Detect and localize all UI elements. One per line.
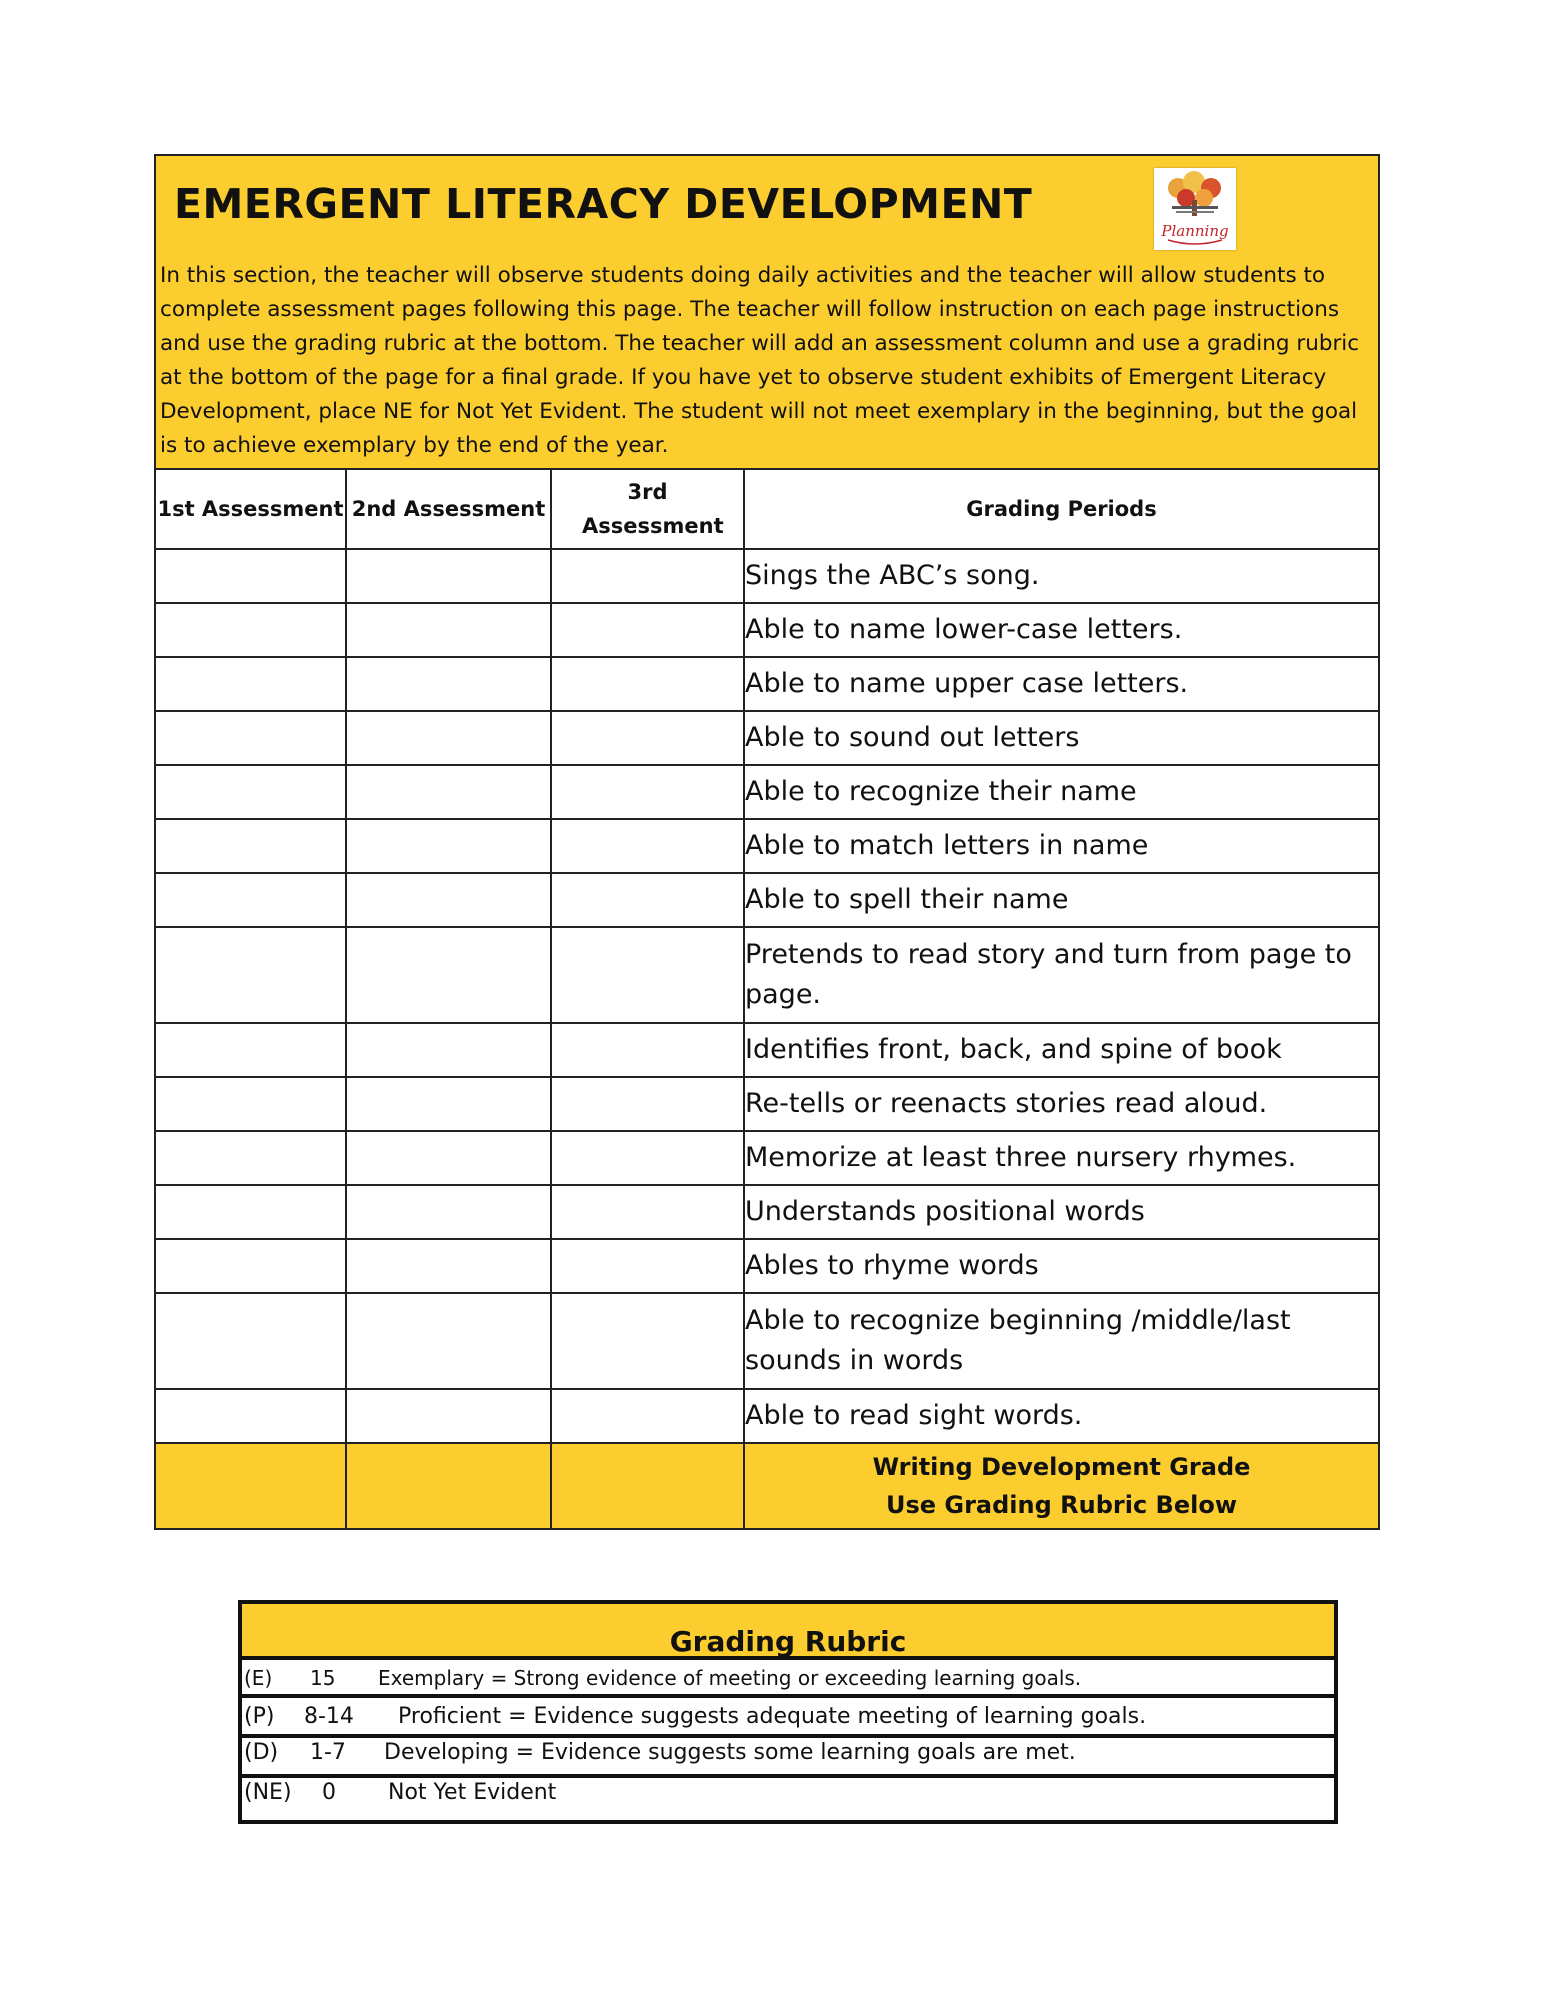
rubric-title: Grading Rubric xyxy=(242,1604,1334,1660)
assessment-1-cell[interactable] xyxy=(156,927,346,1023)
footer-line-1: Writing Development Grade xyxy=(872,1453,1251,1481)
rubric-desc: Proficient = Evidence suggests adequate meeting of learning goals. xyxy=(398,1704,1147,1729)
assessment-1-cell[interactable] xyxy=(156,603,346,657)
assessment-2-cell[interactable] xyxy=(346,549,551,603)
table-row xyxy=(156,549,1378,603)
rubric-score: 1-7 xyxy=(310,1740,346,1765)
col-grading-periods: Grading Periods xyxy=(744,470,1378,549)
assessment-1-cell[interactable] xyxy=(156,711,346,765)
col-2nd-assessment: 2nd Assessment xyxy=(346,470,551,549)
skill-label: Understands positional words xyxy=(744,1185,1378,1239)
assessment-1-cell[interactable] xyxy=(156,1239,346,1293)
assessment-2-cell[interactable] xyxy=(346,1185,551,1239)
assessment-2-cell[interactable] xyxy=(346,1293,551,1389)
rubric-row xyxy=(242,1778,1334,1816)
assessment-2-cell[interactable] xyxy=(346,765,551,819)
assessment-1-cell[interactable] xyxy=(156,657,346,711)
skill-label: Able to recognize beginning /middle/last sounds in words xyxy=(744,1293,1378,1389)
rubric-desc: Exemplary = Strong evidence of meeting or exceeding learning goals. xyxy=(378,1666,1082,1690)
svg-text:Planning: Planning xyxy=(1161,222,1229,240)
skill-label: Pretends to read story and turn from page to page. xyxy=(744,927,1378,1023)
assessment-3-cell[interactable] xyxy=(551,819,744,873)
table-row xyxy=(156,819,1378,873)
page-title: EMERGENT LITERACY DEVELOPMENT xyxy=(174,180,1033,228)
assessment-1-cell[interactable] xyxy=(156,873,346,927)
assessment-2-cell[interactable] xyxy=(346,1023,551,1077)
table-row xyxy=(156,603,1378,657)
table-row xyxy=(156,1077,1378,1131)
skill-label: Re-tells or reenacts stories read aloud. xyxy=(744,1077,1378,1131)
table-row xyxy=(156,1023,1378,1077)
assessment-3-cell[interactable] xyxy=(551,873,744,927)
assessment-3-cell[interactable] xyxy=(551,603,744,657)
assessment-3-cell[interactable] xyxy=(551,1239,744,1293)
assessment-2-cell[interactable] xyxy=(346,927,551,1023)
footer-label xyxy=(744,1443,1378,1528)
rubric-desc: Not Yet Evident xyxy=(388,1780,557,1805)
skill-label: Able to recognize their name xyxy=(744,765,1378,819)
assessment-1-cell[interactable] xyxy=(156,1389,346,1443)
intro-paragraph: In this section, the teacher will observe students doing daily activities and the teacher will allow students to complete assessment pages following this page. The teacher will follow instruction on each page instructions and use the grading rubric at the bottom. The teacher will add an assessment column and use a grading rubric at the bottom of the page for a final grade. If you have yet to observe student exhibits of Emergent Literacy Development, place NE for Not Yet Evident. The student will not meet exemplary in the beginning, but the goal is to achieve exemplary by the end of the year. xyxy=(160,263,1360,458)
assessment-2-cell[interactable] xyxy=(346,1239,551,1293)
col-3rd-assessment: 3rd Assessment xyxy=(551,470,744,549)
assessment-1-cell[interactable] xyxy=(156,765,346,819)
table-row xyxy=(156,765,1378,819)
rubric-row xyxy=(242,1698,1334,1738)
assessment-1-cell[interactable] xyxy=(156,1185,346,1239)
assessment-1-cell[interactable] xyxy=(156,1023,346,1077)
skill-label: Able to name lower-case letters. xyxy=(744,603,1378,657)
assessment-3-cell[interactable] xyxy=(551,1185,744,1239)
assessment-2-cell[interactable] xyxy=(346,873,551,927)
rubric-row xyxy=(242,1660,1334,1698)
assessment-table xyxy=(156,470,1378,1528)
assessment-3-cell[interactable] xyxy=(551,657,744,711)
table-row xyxy=(156,1185,1378,1239)
assessment-3-cell[interactable] xyxy=(551,1131,744,1185)
assessment-2-cell[interactable] xyxy=(346,1077,551,1131)
skill-label: Ables to rhyme words xyxy=(744,1239,1378,1293)
assessment-3-cell[interactable] xyxy=(551,711,744,765)
grade-2-cell[interactable] xyxy=(346,1443,551,1528)
footer-line-2: Use Grading Rubric Below xyxy=(885,1491,1237,1519)
assessment-2-cell[interactable] xyxy=(346,819,551,873)
assessment-1-cell[interactable] xyxy=(156,1131,346,1185)
assessment-1-cell[interactable] xyxy=(156,819,346,873)
table-row xyxy=(156,927,1378,1023)
assessment-1-cell[interactable] xyxy=(156,1293,346,1389)
rubric-score: 0 xyxy=(322,1780,336,1805)
table-header-row xyxy=(156,470,1378,549)
grade-3-cell[interactable] xyxy=(551,1443,744,1528)
table-row xyxy=(156,1131,1378,1185)
assessment-3-cell[interactable] xyxy=(551,1023,744,1077)
rubric-row xyxy=(242,1738,1334,1778)
skill-label: Identifies front, back, and spine of book xyxy=(744,1023,1378,1077)
skill-label: Memorize at least three nursery rhymes. xyxy=(744,1131,1378,1185)
rubric-score: 15 xyxy=(310,1666,336,1690)
table-row xyxy=(156,1389,1378,1443)
col-1st-assessment: 1st Assessment xyxy=(156,470,346,549)
table-row xyxy=(156,1239,1378,1293)
grade-footer-row xyxy=(156,1443,1378,1528)
assessment-1-cell[interactable] xyxy=(156,1077,346,1131)
assessment-2-cell[interactable] xyxy=(346,657,551,711)
skill-label: Able to sound out letters xyxy=(744,711,1378,765)
table-row xyxy=(156,711,1378,765)
assessment-3-cell[interactable] xyxy=(551,1389,744,1443)
assessment-2-cell[interactable] xyxy=(346,711,551,765)
grade-1-cell[interactable] xyxy=(156,1443,346,1528)
rubric-code: (D) xyxy=(244,1740,279,1765)
skill-label: Able to name upper case letters. xyxy=(744,657,1378,711)
table-row xyxy=(156,1293,1378,1389)
assessment-2-cell[interactable] xyxy=(346,1131,551,1185)
assessment-2-cell[interactable] xyxy=(346,603,551,657)
assessment-3-cell[interactable] xyxy=(551,549,744,603)
sheet-header xyxy=(156,156,1378,470)
skill-label: Sings the ABC’s song. xyxy=(744,549,1378,603)
rubric-desc: Developing = Evidence suggests some learning goals are met. xyxy=(384,1740,1076,1765)
assessment-2-cell[interactable] xyxy=(346,1389,551,1443)
rubric-code: (NE) xyxy=(244,1780,292,1805)
skill-label: Able to match letters in name xyxy=(744,819,1378,873)
skill-label: Able to spell their name xyxy=(744,873,1378,927)
planning-logo xyxy=(1154,168,1236,250)
grading-rubric xyxy=(238,1600,1338,1824)
assessment-3-cell[interactable] xyxy=(551,765,744,819)
tree-logo-icon xyxy=(1154,168,1236,250)
rubric-score: 8-14 xyxy=(304,1704,354,1729)
table-row xyxy=(156,873,1378,927)
assessment-3-cell[interactable] xyxy=(551,1293,744,1389)
literacy-sheet xyxy=(154,154,1380,1530)
assessment-3-cell[interactable] xyxy=(551,927,744,1023)
assessment-1-cell[interactable] xyxy=(156,549,346,603)
skill-label: Able to read sight words. xyxy=(744,1389,1378,1443)
assessment-3-cell[interactable] xyxy=(551,1077,744,1131)
table-row xyxy=(156,657,1378,711)
rubric-code: (P) xyxy=(244,1704,275,1729)
rubric-code: (E) xyxy=(244,1666,273,1690)
